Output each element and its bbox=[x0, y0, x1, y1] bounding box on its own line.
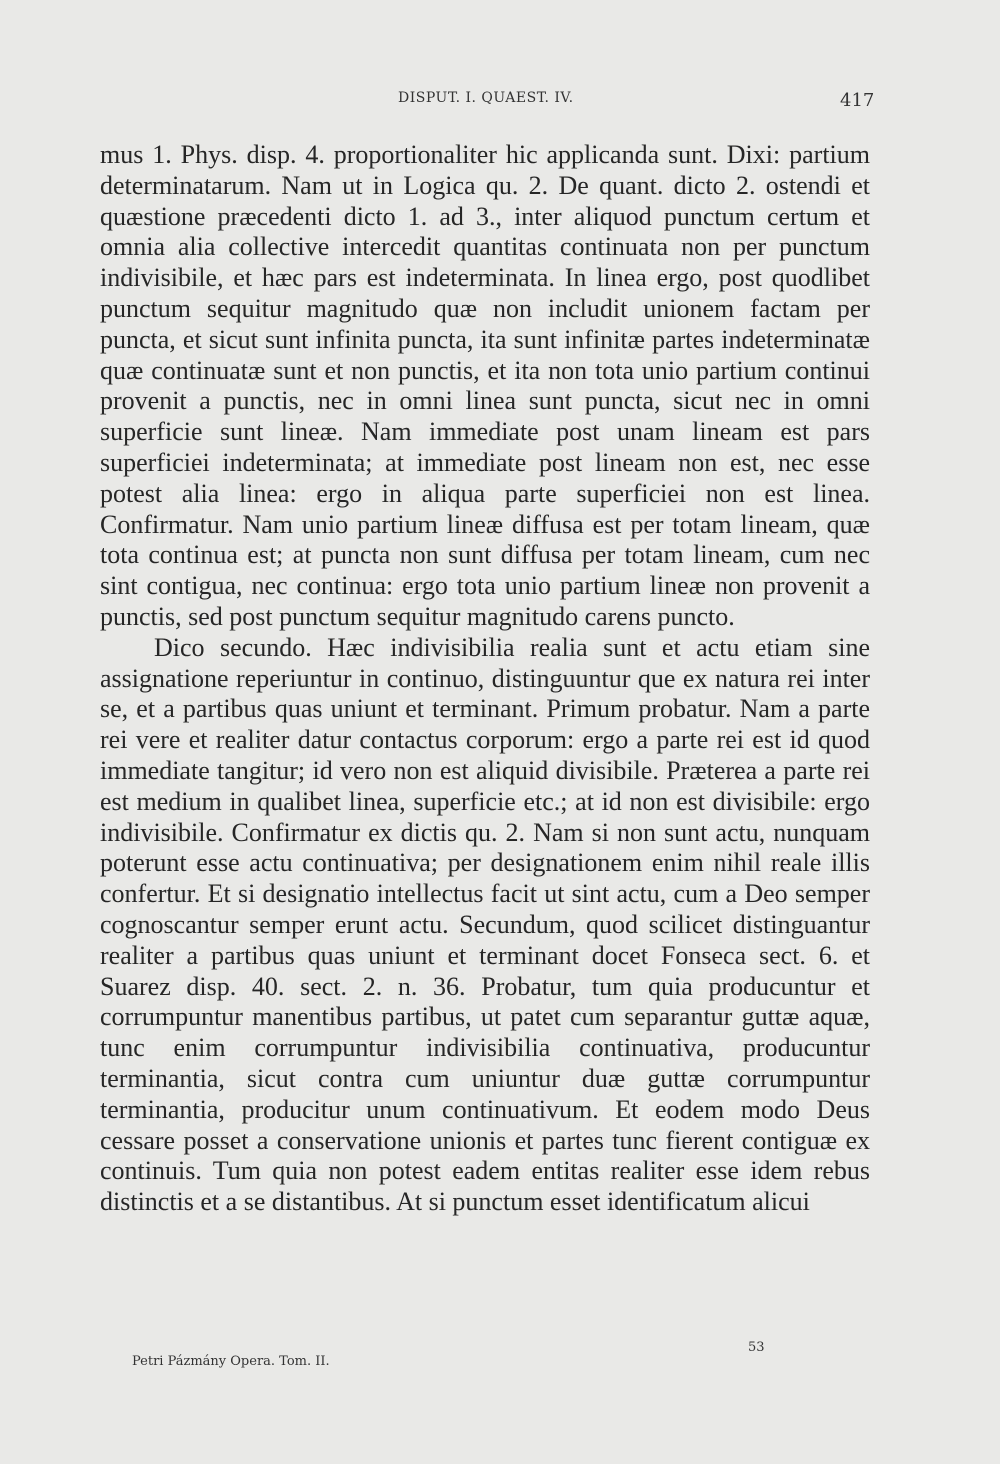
paragraph: Dico secundo. Hæc indivisibilia realia sunt et actu etiam sine assignatione reperiuntur in continuo, distinguuntur que ex natura rei inter se, et a partibus quas uniunt et terminant. Primum probatur. Nam a parte rei vere et realiter datur contactus corporum: ergo a parte rei est id quod immediate tangitur; id vero non est aliquid divisibile. Præterea a parte rei est medium in qualibet linea, superficie etc.; at id non est divisibile: ergo indivisibile. Confirmatur ex dictis qu. 2. Nam si non sunt actu, nunquam poterunt esse actu continuativa; per designationem enim nihil reale illis confertur. Et si designatio intellectus facit ut sint actu, cum a Deo semper cognoscantur semper erunt actu. Secundum, quod scilicet distinguantur realiter a partibus quas uniunt et terminant docet Fonseca sect. 6. et Suarez disp. 40. sect. 2. n. 36. Probatur, tum quia producuntur et corrumpuntur manentibus partibus, ut patet cum separantur guttæ aquæ, tunc enim corrumpuntur indivisibilia continuativa, producuntur terminantia, sicut contra cum uniuntur duæ guttæ corrumpuntur terminantia, producitur unum continuativum. Et eodem modo Deus cessare posset a conservatione unionis et partes tunc fierent contiguæ ex continuis. Tum quia non potest eadem entitas realiter esse idem rebus distinctis et a se distantibus. At si punctum esset identificatum alicui bbox=[100, 632, 870, 1217]
signature-mark: 53 bbox=[748, 1340, 765, 1355]
running-title: DISPUT. I. QUAEST. IV. bbox=[398, 90, 574, 106]
paragraph: mus 1. Phys. disp. 4. proportionaliter hic applicanda sunt. Dixi: partium determinatarum. Nam ut in Logica qu. 2. De quant. dicto 2. ostendi et quæstione præcedenti dicto 1. ad 3., inter aliquod punctum certum et omnia alia collective intercedit quantitas continuata non per punctum indivisibile, et hæc pars est indeterminata. In linea ergo, post quodlibet punctum sequitur magnitudo quæ non includit unionem factam per puncta, et sicut sunt infinita puncta, ita sunt infinitæ partes indeterminatæ quæ continuatæ sunt et non punctis, et ita non tota unio partium continui provenit a punctis, nec in omni linea sunt puncta, sicut nec in omni superficie sunt lineæ. Nam immediate post unam lineam est pars superficiei indeterminata; at immediate post lineam non est, nec esse potest alia linea: ergo in aliqua parte superficiei non est linea. Confirmatur. Nam unio partium lineæ diffusa est per totam lineam, quæ tota continua est; at puncta non sunt diffusa per totam lineam, cum nec sint contigua, nec continua: ergo tota unio partium lineæ non provenit a punctis, sed post punctum sequitur magnitudo carens puncto. bbox=[100, 140, 870, 631]
body-text bbox=[100, 140, 870, 1218]
page-number: 417 bbox=[840, 90, 875, 111]
footer-text: Petri Pázmány Opera. Tom. II. bbox=[132, 1354, 330, 1369]
